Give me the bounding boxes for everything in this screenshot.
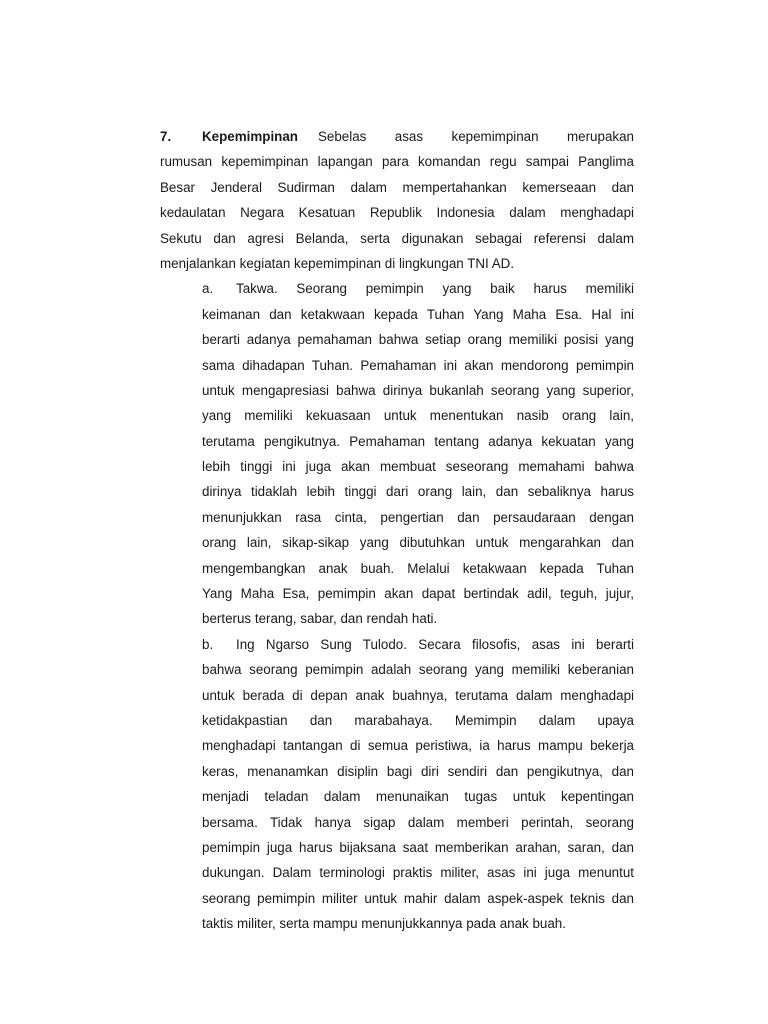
list-item-marker: a.	[202, 281, 214, 297]
section-title: Kepemimpinan	[202, 129, 298, 144]
paragraph-line: Yang Maha Esa, pemimpin akan dapat bertindak adil, teguh, jujur,	[202, 586, 634, 602]
paragraph-line: lebih tinggi ini juga akan membuat seseorang memahami bahwa	[202, 459, 634, 475]
paragraph-line: seorang pemimpin militer untuk mahir dalam aspek-aspek teknis dan	[202, 890, 634, 906]
section-number: 7.	[160, 129, 172, 144]
list-item	[202, 276, 634, 631]
paragraph-line: Ing Ngarso Sung Tulodo. Secara filosofis, asas ini berarti	[236, 636, 634, 652]
section-heading-line	[160, 124, 634, 149]
paragraph-line: keimanan dan ketakwaan kepada Tuhan Yang Maha Esa. Hal ini	[202, 306, 634, 322]
paragraph-line: keras, menanamkan disiplin bagi diri sendiri dan pengikutnya, dan	[202, 763, 634, 779]
paragraph-line: berterus terang, sabar, dan rendah hati.	[202, 611, 438, 627]
paragraph-line: dirinya tidaklah lebih tinggi dari orang lain, dan sebaliknya harus	[202, 484, 634, 500]
list-item-marker: b.	[202, 636, 214, 652]
paragraph-line: mengembangkan anak buah. Melalui ketakwaan kepada Tuhan	[202, 560, 634, 576]
paragraph-line: berarti adanya pemahaman bahwa setiap orang memiliki posisi yang	[202, 332, 634, 348]
paragraph-line: bahwa seorang pemimpin adalah seorang yang memiliki keberanian	[202, 662, 634, 678]
paragraph-line: Besar Jenderal Sudirman dalam mempertahankan kemerseaan dan	[160, 179, 634, 195]
paragraph-line: Sebelas asas kepemimpinan merupakan	[317, 129, 634, 144]
paragraph-line: menjadi teladan dalam menunaikan tugas untuk kepentingan	[202, 789, 634, 805]
list-item	[202, 632, 634, 937]
paragraph-line: kedaulatan Negara Kesatuan Republik Indonesia dalam menghadapi	[160, 205, 634, 221]
paragraph-line: dukungan. Dalam terminologi praktis militer, asas ini juga menuntut	[202, 865, 634, 881]
paragraph-line: terutama pengikutnya. Pemahaman tentang adanya kekuatan yang	[202, 433, 634, 449]
paragraph-line: ketidakpastian dan marabahaya. Memimpin dalam upaya	[202, 712, 634, 728]
paragraph-line: untuk mengapresiasi bahwa dirinya bukanlah seorang yang superior,	[202, 382, 634, 398]
paragraph-line: menunjukkan rasa cinta, pengertian dan persaudaraan dengan	[202, 509, 634, 525]
list-item-first-line	[202, 632, 634, 657]
paragraph-line: yang memiliki kekuasaan untuk menentukan nasib orang lain,	[202, 408, 634, 424]
paragraph-line: sama dihadapan Tuhan. Pemahaman ini akan mendorong pemimpin	[202, 357, 634, 373]
paragraph-line: Sekutu dan agresi Belanda, serta digunakan sebagai referensi dalam	[160, 230, 634, 246]
paragraph-line: menjalankan kegiatan kepemimpinan di lingkungan TNI AD.	[160, 255, 515, 271]
list-item-first-line	[202, 276, 634, 301]
paragraph-line: rumusan kepemimpinan lapangan para komandan regu sampai Panglima	[160, 154, 634, 170]
paragraph-line: pemimpin juga harus bijaksana saat memberikan arahan, saran, dan	[202, 839, 634, 855]
paragraph-line: Takwa. Seorang pemimpin yang baik harus memiliki	[236, 281, 634, 297]
document-page	[160, 124, 634, 937]
paragraph-line: bersama. Tidak hanya sigap dalam memberi perintah, seorang	[202, 814, 634, 830]
paragraph-line: menghadapi tantangan di semua peristiwa, ia harus mampu bekerja	[202, 738, 634, 754]
paragraph-line: untuk berada di depan anak buahnya, terutama dalam menghadapi	[202, 687, 634, 703]
paragraph-line: taktis militer, serta mampu menunjukkannya pada anak buah.	[202, 916, 566, 932]
paragraph-line: orang lain, sikap-sikap yang dibutuhkan untuk mengarahkan dan	[202, 535, 634, 551]
